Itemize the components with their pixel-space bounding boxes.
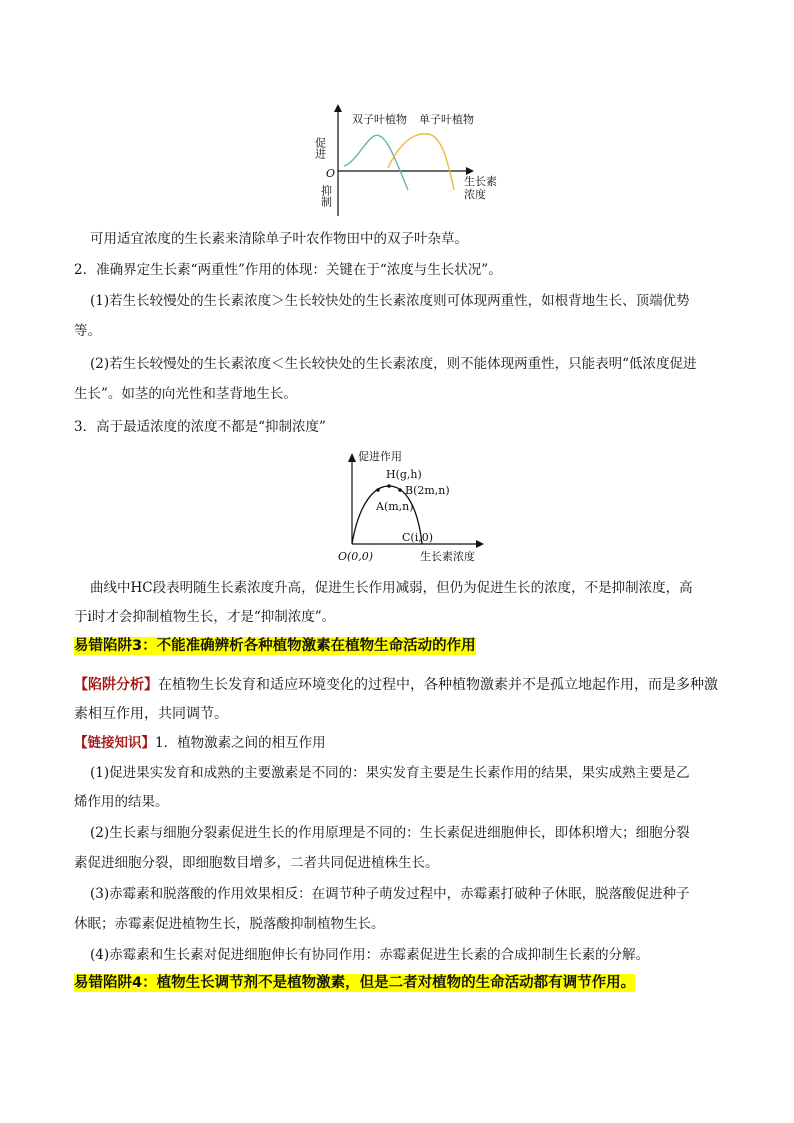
analysis-tag: 【陷阱分析】	[74, 677, 158, 693]
x-axis-arrow	[466, 167, 474, 175]
label-C: C(i,0)	[402, 531, 434, 544]
trap-3-heading	[74, 636, 722, 656]
x-axis-arrow	[476, 540, 484, 548]
trap-3-text: 易错陷阱3：不能准确辨析各种植物激素在植物生命活动的作用	[74, 638, 476, 654]
label-inhibit: 抑制	[319, 185, 333, 207]
label-B: B(2m,n)	[405, 484, 450, 497]
analysis-line2: 素相互作用，共同调节。	[74, 706, 228, 722]
label-x: 生长素浓度	[420, 550, 475, 563]
label-x-2: 浓度	[464, 188, 486, 201]
label-dicot: 双子叶植物	[352, 113, 407, 126]
analysis-text: 在植物生长发育和适应环境变化的过程中，各种植物激素并不是孤立地起作用，而是多种激	[158, 677, 718, 693]
point-A	[376, 488, 380, 492]
label-x-1: 生长素	[464, 175, 497, 188]
trap-4-text: 易错陷阱4：植物生长调节剂不是植物激素，但是二者对植物的生命活动都有调节作用。	[74, 975, 636, 991]
link-tag: 【链接知识】	[74, 735, 155, 751]
analysis-line1	[74, 675, 722, 695]
knowledge-1-line2: 烯作用的结果。	[74, 794, 169, 810]
curve-dicot	[344, 135, 408, 190]
trap-4-heading	[74, 973, 722, 993]
label-promote: 促进	[313, 137, 327, 159]
label-A: A(m,n)	[376, 500, 414, 513]
knowledge-3-line2: 休眠；赤霉素促进植物生长，脱落酸抑制植物生长。	[74, 916, 385, 932]
label-origin: O	[326, 167, 336, 180]
paragraph-hc-line1: 曲线中HC段表明随生长素浓度升高，促进生长作用减弱，但仍为促进生长的浓度，不是抑制浓度，高	[90, 580, 693, 596]
label-y: 促进作用	[358, 450, 402, 463]
knowledge-4-line1: (4)赤霉素和生长素对促进细胞伸长有协同作用：赤霉素促进生长素的合成抑制生长素的分解。	[90, 947, 650, 963]
knowledge-2-line1: (2)生长素与细胞分裂素促进生长的作用原理是不同的：生长素促进细胞伸长，即体积增大；细胞分裂	[90, 825, 690, 841]
label-origin: O(0,0)	[338, 550, 374, 563]
paragraph-2-2-line1: (2)若生长较慢处的生长素浓度＜生长较快处的生长素浓度，则不能体现两重性，只能表明“低浓度促进	[90, 356, 697, 372]
link-knowledge	[74, 733, 722, 753]
y-axis-arrow	[334, 104, 342, 112]
heading-point-3: 3．高于最适浓度的浓度不都是“抑制浓度”	[74, 419, 326, 435]
figure-plant-sensitivity	[312, 102, 512, 227]
link-text: 1．植物激素之间的相互作用	[155, 735, 326, 751]
knowledge-3-line1: (3)赤霉素和脱落酸的作用效果相反：在调节种子萌发过程中，赤霉素打破种子休眠，脱落酸促进种子	[90, 886, 690, 902]
knowledge-1-line1: (1)促进果实发育和成熟的主要激素是不同的：果实发育主要是生长素作用的结果，果实成熟主要是乙	[90, 765, 690, 781]
point-B	[398, 488, 402, 492]
paragraph-2-2-line2: 生长”。如茎的向光性和茎背地生长。	[74, 386, 297, 402]
y-axis-arrow	[348, 453, 356, 462]
paragraph-2-1-line1: (1)若生长较慢处的生长素浓度＞生长较快处的生长素浓度则可体现两重性，如根背地生长、顶端优势	[90, 293, 690, 309]
heading-point-2: 2．准确界定生长素“两重性”作用的体现：关键在于“浓度与生长状况”。	[74, 262, 502, 278]
knowledge-2-line2: 素促进细胞分裂，即细胞数目增多，二者共同促进植株生长。	[74, 855, 439, 871]
figure-promotion-curve	[336, 448, 516, 570]
paragraph-hc-line2: 于i时才会抑制植物生长，才是“抑制浓度”。	[74, 609, 336, 625]
paragraph-2-1-line2: 等。	[74, 323, 101, 339]
curve-monocot	[388, 134, 454, 190]
label-monocot: 单子叶植物	[419, 113, 474, 126]
point-H	[387, 484, 391, 488]
label-H: H(g,h)	[386, 468, 422, 481]
paragraph-weed: 可用适宜浓度的生长素来清除单子叶农作物田中的双子叶杂草。	[90, 231, 468, 247]
